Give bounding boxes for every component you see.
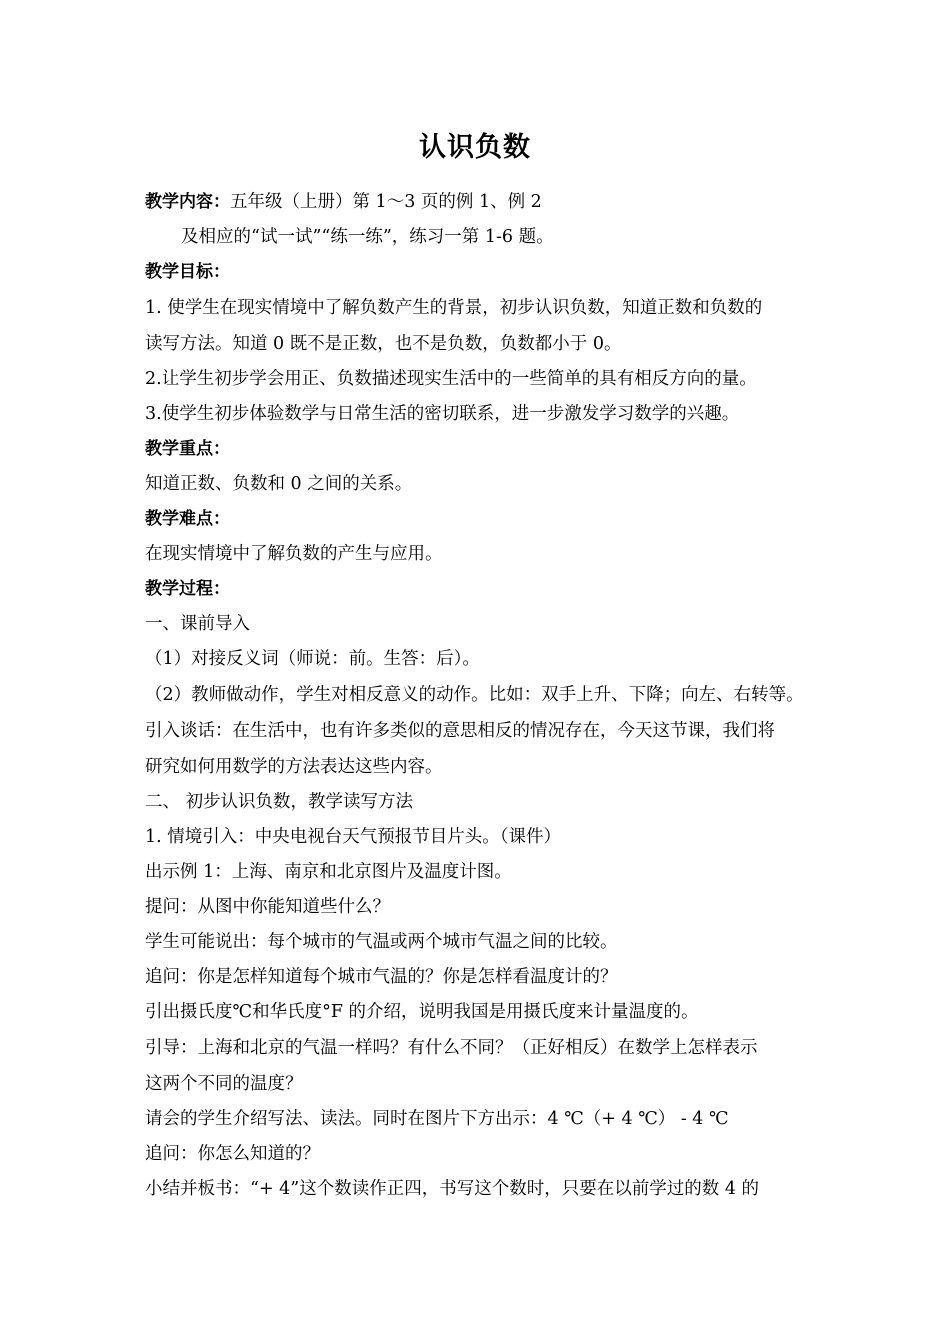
teaching-content-label: 教学内容： <box>145 192 230 212</box>
step-2-item-6: 引出摄氏度℃和华氏度°F 的介绍，说明我国是用摄氏度来计量温度的。 <box>145 1002 699 1022</box>
step-2-item-4: 学生可能说出：每个城市的气温或两个城市气温之间的比较。 <box>145 932 618 952</box>
key-points-heading: 教学重点： <box>145 439 230 459</box>
goal-3: 3.使学生初步体验数学与日常生活的密切联系，进一步激发学习数学的兴趣。 <box>145 404 740 424</box>
step-2-item-2: 出示例 1：上海、南京和北京图片及温度计图。 <box>145 862 512 882</box>
step-2-item-5: 追问：你是怎样知道每个城市气温的？你是怎样看温度计的？ <box>145 967 618 987</box>
goal-1-line-1: 1. 使学生在现实情境中了解负数产生的背景，初步认识负数，知道正数和负数的 <box>145 298 763 318</box>
step-1-item-2: （2）教师做动作，学生对相反意义的动作。比如：双手上升、下降；向左、右转等。 <box>145 685 804 705</box>
teaching-content-continuation: 及相应的“试一试”“练一练”，练习一第 1-6 题。 <box>181 227 554 247</box>
document-body <box>145 185 815 1207</box>
difficulty-text: 在现实情境中了解负数的产生与应用。 <box>145 544 443 564</box>
document-title: 认识负数 <box>419 132 531 163</box>
teaching-content-text: 五年级（上册）第 1～3 页的例 1、例 2 <box>230 192 542 212</box>
step-2-item-7-line-2: 这两个不同的温度？ <box>145 1074 303 1094</box>
step-2-item-3: 提问：从图中你能知道些什么？ <box>145 897 390 917</box>
step-2-heading: 二、 初步认识负数，教学读写方法 <box>145 792 414 812</box>
key-points-text: 知道正数、负数和 0 之间的关系。 <box>145 474 413 494</box>
process-heading: 教学过程： <box>145 579 230 599</box>
goal-2: 2.让学生初步学会用正、负数描述现实生活中的一些简单的具有相反方向的量。 <box>145 369 757 389</box>
step-1-item-3-line-2: 研究如何用数学的方法表达这些内容。 <box>145 757 443 777</box>
teaching-content-line <box>145 185 815 220</box>
goal-1-line-2: 读写方法。知道 0 既不是正数，也不是负数，负数都小于 0。 <box>145 334 622 354</box>
difficulty-heading: 教学难点： <box>145 509 230 529</box>
step-1-heading: 一、课前导入 <box>145 614 250 634</box>
step-2-item-8: 请会的学生介绍写法、读法。同时在图片下方出示：4 ℃（+ 4 ℃） - 4 ℃ <box>145 1109 729 1129</box>
step-1-item-1: （1）对接反义词（师说：前。生答：后）。 <box>145 649 480 669</box>
teaching-goals-heading: 教学目标： <box>145 262 230 282</box>
step-2-item-10: 小结并板书：“+ 4”这个数读作正四，书写这个数时，只要在以前学过的数 4 的 <box>145 1179 760 1199</box>
step-2-item-1: 1. 情境引入：中央电视台天气预报节目片头。（课件） <box>145 827 562 847</box>
step-2-item-7-line-1: 引导：上海和北京的气温一样吗？有什么不同？（正好相反）在数学上怎样表示 <box>145 1038 758 1058</box>
step-2-item-9: 追问：你怎么知道的？ <box>145 1144 320 1164</box>
step-1-item-3-line-1: 引入谈话：在生活中，也有许多类似的意思相反的情况存在，今天这节课，我们将 <box>145 721 775 741</box>
